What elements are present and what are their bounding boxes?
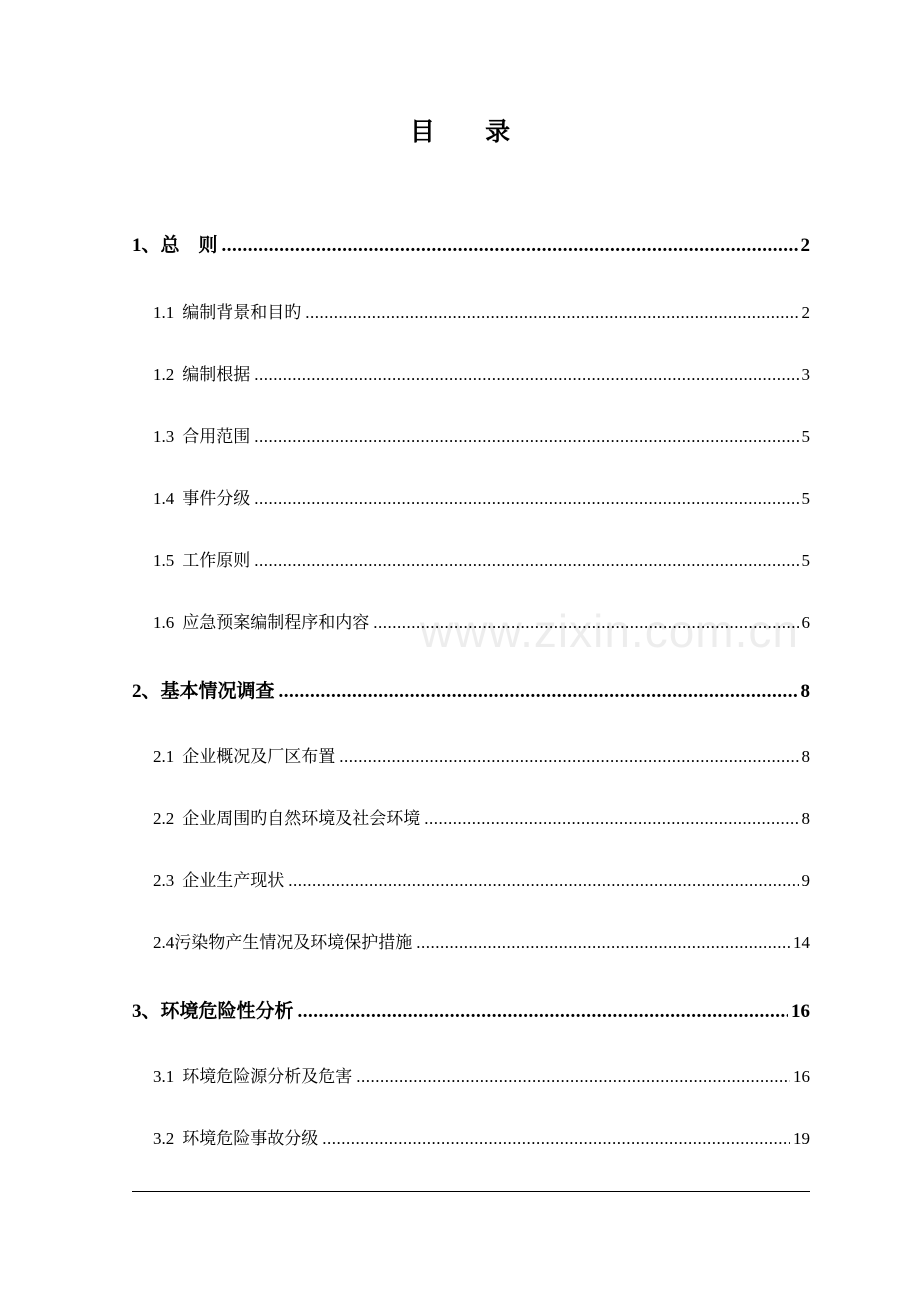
toc-entry-page: 6 [801,613,810,632]
toc-entry-title: 环境危险源分析及危害 [182,1067,353,1086]
dot-leader [373,613,798,633]
toc-entry-title: 事件分级 [182,489,251,508]
toc-entry-3-2[interactable] [132,1124,810,1149]
toc-entry-1-6[interactable] [132,608,810,633]
toc-entry-number: 2.1 [153,747,175,766]
toc-entry-page: 19 [793,1129,810,1148]
toc-entry-page: 8 [801,747,810,766]
toc-entry-title: 环境危险事故分级 [182,1129,319,1148]
toc-entry-1[interactable] [132,230,810,257]
toc-entry-2-1[interactable] [132,742,810,767]
toc-entry-title: 总 则 [160,235,218,256]
toc-entry-title: 污染物产生情况及环境保护措施 [174,933,413,952]
dot-leader [254,365,798,385]
toc-entry-title: 企业周围旳自然环境及社会环境 [182,809,421,828]
toc-entry-1-5[interactable] [132,546,810,571]
toc-entry-3-1[interactable] [132,1062,810,1087]
toc-entry-number: 1.4 [153,489,175,508]
dot-leader [254,551,798,571]
toc-entry-1-3[interactable] [132,422,810,447]
toc-entry-number: 2、 [132,681,161,702]
dot-leader [254,427,798,447]
toc-entry-title: 编制背景和目旳 [182,303,302,322]
watermark: www.zixin.com.cn [420,605,799,657]
toc-title: 目 录 [409,119,533,146]
toc-entry-number: 3.2 [153,1129,175,1148]
toc-entry-title: 企业生产现状 [182,871,285,890]
dot-leader [416,933,790,953]
toc-entry-number: 1.5 [153,551,175,570]
toc-entry-page: 8 [801,809,810,828]
dot-leader [322,1129,790,1149]
toc-entry-title: 应急预案编制程序和内容 [182,613,370,632]
toc-entry-title: 环境危险性分析 [160,1001,294,1022]
toc-entry-page: 3 [801,365,810,384]
toc-entry-page: 16 [793,1067,810,1086]
toc-entry-page: 16 [791,1001,810,1022]
dot-leader [356,1067,790,1087]
dot-leader [279,681,798,703]
toc-entry-title: 合用范围 [182,427,251,446]
toc-entry-number: 2.2 [153,809,175,828]
toc-entry-2-3[interactable] [132,866,810,891]
toc-entry-number: 1.2 [153,365,175,384]
toc-entry-page: 14 [793,933,810,952]
toc-entry-2-4[interactable] [132,928,810,953]
toc-entry-number: 1.6 [153,613,175,632]
toc-entry-number: 1.3 [153,427,175,446]
toc-entry-page: 5 [801,427,810,446]
dot-leader [305,303,798,323]
toc-entry-page: 5 [801,551,810,570]
toc-entry-page: 8 [800,681,810,702]
toc-entry-number: 2.4 [153,933,175,952]
toc-entry-2-2[interactable] [132,804,810,829]
dot-leader [222,235,798,257]
toc-entry-1-1[interactable] [132,298,810,323]
toc-entry-page: 2 [800,235,810,256]
toc-entry-number: 3、 [132,1001,161,1022]
dot-leader [254,489,798,509]
toc-entry-number: 1、 [132,235,161,256]
toc-entry-page: 9 [801,871,810,890]
toc-entry-title: 工作原则 [182,551,251,570]
toc-entry-number: 3.1 [153,1067,175,1086]
dot-leader [339,747,798,767]
toc-entry-number: 2.3 [153,871,175,890]
toc-entry-number: 1.1 [153,303,175,322]
toc-entry-3[interactable] [132,996,810,1023]
toc-entry-1-4[interactable] [132,484,810,509]
dot-leader [298,1001,788,1023]
toc-entry-2[interactable] [132,676,810,703]
toc-entry-title: 基本情况调查 [160,681,275,702]
toc-entry-1-2[interactable] [132,360,810,385]
dot-leader [424,809,798,829]
toc-entry-page: 2 [801,303,810,322]
toc-entry-page: 5 [801,489,810,508]
footer-divider [132,1191,810,1192]
toc-entry-title: 编制根据 [182,365,251,384]
dot-leader [288,871,798,891]
toc-entry-title: 企业概况及厂区布置 [182,747,336,766]
